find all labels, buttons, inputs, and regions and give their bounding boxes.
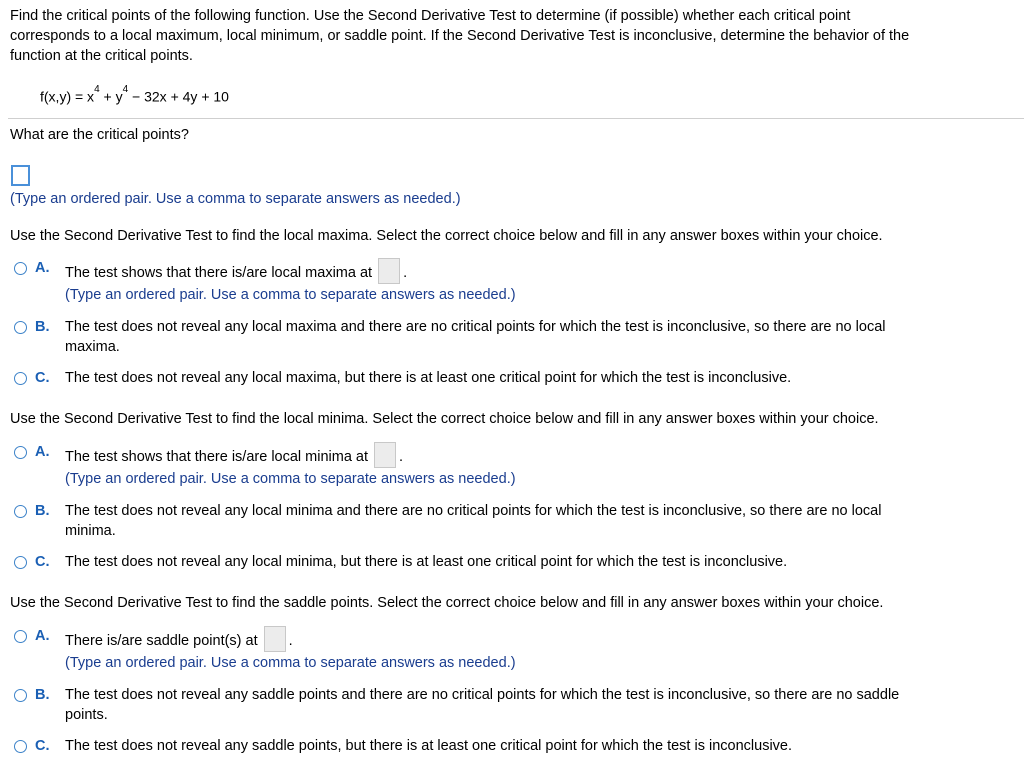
function-expression [40,84,229,105]
minima-option-b-text: The test does not reveal any local minima and there are no critical points for which the test is inconclusive, so there are no local [65,503,882,519]
function-lhs: f(x,y) = x [40,88,95,105]
saddle-question: Use the Second Derivative Test to find the saddle points. Select the correct choice below and fill in any answer boxes within your choice. [10,595,884,611]
minima-option-b-radio[interactable] [14,505,27,518]
minima-option-a-hint: (Type an ordered pair. Use a comma to separate answers as needed.) [65,471,516,487]
problem-statement-line-2: corresponds to a local maximum, local minimum, or saddle point. If the Second Derivative Test is inconclusive, determine the behavior of the [10,28,910,44]
maxima-option-a [65,260,407,286]
maxima-option-a-hint: (Type an ordered pair. Use a comma to separate answers as needed.) [65,287,516,303]
saddle-option-a-letter: A. [35,628,50,644]
saddle-option-c-letter: C. [35,738,50,754]
minima-option-a-suffix: . [399,448,404,465]
saddle-option-b-text: The test does not reveal any saddle points and there are no critical points for which the test is inconclusive, so there are no saddle [65,687,900,703]
problem-statement-line-3: function at the critical points. [10,48,193,64]
maxima-answer-input[interactable] [378,258,400,284]
saddle-option-a-hint: (Type an ordered pair. Use a comma to separate answers as needed.) [65,655,516,671]
minima-option-a-letter: A. [35,444,50,460]
maxima-option-b-radio[interactable] [14,321,27,334]
saddle-option-a-radio[interactable] [14,630,27,643]
critical-points-answer-input[interactable] [11,165,30,186]
saddle-option-a [65,628,293,654]
maxima-option-c-radio[interactable] [14,372,27,385]
divider [8,118,1024,119]
maxima-option-b-text: The test does not reveal any local maxima and there are no critical points for which the test is inconclusive, so there are no local [65,319,886,335]
maxima-option-c-text: The test does not reveal any local maxima, but there is at least one critical point for which the test is inconclusive. [65,370,792,386]
maxima-option-c-letter: C. [35,370,50,386]
minima-option-c-radio[interactable] [14,556,27,569]
maxima-question: Use the Second Derivative Test to find the local maxima. Select the correct choice below and fill in any answer boxes within your choice. [10,228,883,244]
saddle-option-a-text: There is/are saddle point(s) at [65,632,258,649]
critical-points-question: What are the critical points? [10,127,189,143]
minima-option-a-radio[interactable] [14,446,27,459]
maxima-option-a-text: The test shows that there is/are local maxima at [65,264,373,281]
minima-option-a [65,444,403,470]
saddle-option-b-text-cont: points. [65,707,108,723]
maxima-option-a-suffix: . [403,264,408,281]
function-exponent-x: 4 [94,84,100,95]
saddle-option-a-suffix: . [288,632,293,649]
function-exponent-y: 4 [122,84,129,95]
saddle-answer-input[interactable] [264,626,286,652]
saddle-option-b-letter: B. [35,687,50,703]
minima-option-a-text: The test shows that there is/are local minima at [65,448,369,465]
minima-question: Use the Second Derivative Test to find the local minima. Select the correct choice below and fill in any answer boxes within your choice. [10,411,879,427]
minima-option-c-text: The test does not reveal any local minima, but there is at least one critical point for which the test is inconclusive. [65,554,788,570]
maxima-option-a-radio[interactable] [14,262,27,275]
function-mid: + y [99,88,123,105]
minima-option-c-letter: C. [35,554,50,570]
minima-option-b-letter: B. [35,503,50,519]
critical-points-hint: (Type an ordered pair. Use a comma to separate answers as needed.) [10,191,461,207]
problem-statement-line-1: Find the critical points of the following function. Use the Second Derivative Test to determine (if possible) whether each critical point [10,8,851,24]
minima-option-b-text-cont: minima. [65,523,116,539]
saddle-option-b-radio[interactable] [14,689,27,702]
maxima-option-b-letter: B. [35,319,50,335]
saddle-option-c-radio[interactable] [14,740,27,753]
maxima-option-a-letter: A. [35,260,50,276]
maxima-option-b-text-cont: maxima. [65,339,120,355]
function-rhs: − 32x + 4y + 10 [128,88,229,105]
minima-answer-input[interactable] [374,442,396,468]
saddle-option-c-text: The test does not reveal any saddle points, but there is at least one critical point for which the test is inconclusive. [65,738,793,754]
